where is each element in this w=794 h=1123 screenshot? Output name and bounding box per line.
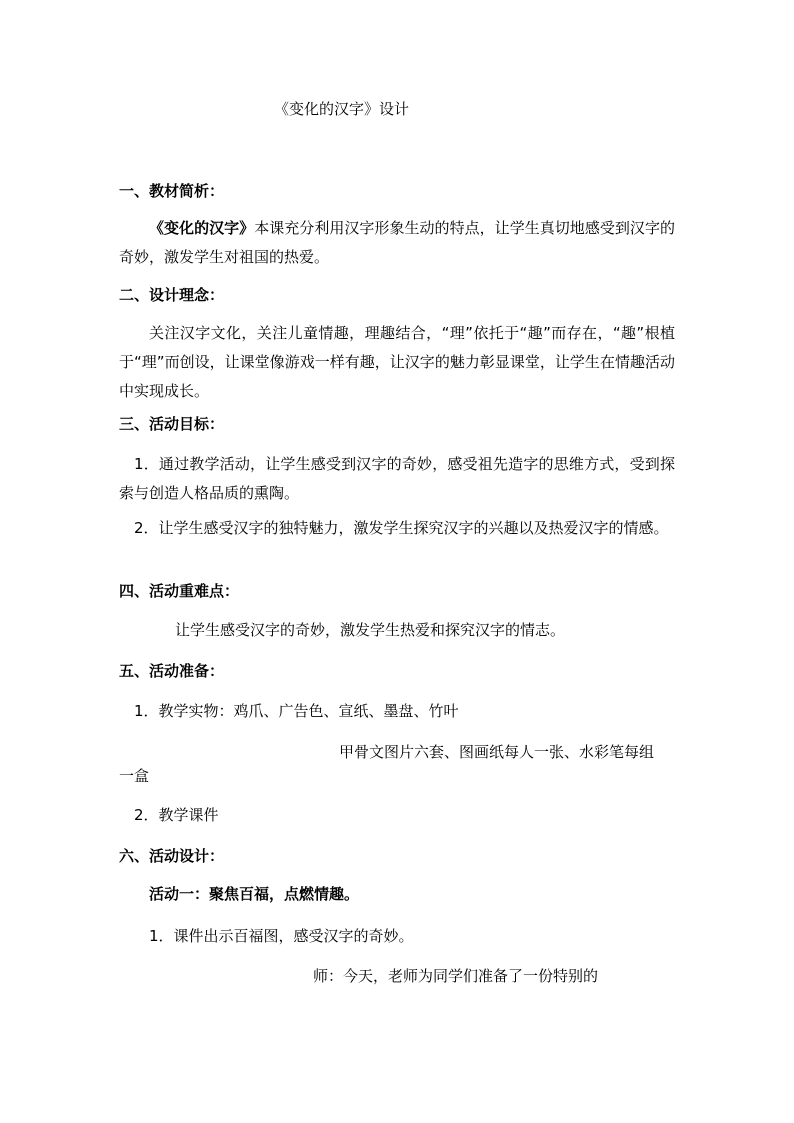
section-heading-1: 一、教材简析： — [119, 182, 225, 200]
section-paragraph-2: 关注汉字文化，关注儿童情趣，理趣结合，“理”依托于“趣”而存在，“趣”根植于“理”而创设，让课堂像游戏一样有趣，让汉字的魅力彰显课堂，让学生在情趣活动中实现成长。 — [119, 324, 675, 400]
preparation-item-2: 2．教学课件 — [134, 806, 219, 824]
preparation-item-1-continuation: 甲骨文图片六套、图画纸每人一张、水彩笔每组 — [339, 743, 655, 761]
paragraph-text: 本课充分利用汉字形象生动的特点，让学生真切地感受到汉字的奇妙，激发学生对祖国的热爱。 — [119, 219, 675, 266]
section-paragraph-1 — [119, 214, 675, 272]
key-points-text: 让学生感受汉字的奇妙，激发学生热爱和探究汉字的情志。 — [175, 621, 566, 639]
page-title: 《变化的汉字》设计 — [274, 100, 410, 118]
section-heading-6: 六、活动设计： — [119, 847, 225, 865]
section-heading-5: 五、活动准备： — [119, 662, 225, 680]
objective-item-1: 1．通过教学活动，让学生感受到汉字的奇妙，感受祖先造字的思维方式，受到探索与创造人格品质的熏陶。 — [119, 455, 675, 502]
paragraph-lead-title: 《变化的汉字》 — [149, 219, 255, 237]
activity-1-title: 活动一：聚焦百福，点燃情趣。 — [149, 885, 360, 903]
activity-1-step-1: 1．课件出示百福图，感受汉字的奇妙。 — [149, 927, 414, 945]
section-heading-3: 三、活动目标： — [119, 415, 225, 433]
section-heading-2: 二、设计理念： — [119, 286, 225, 304]
preparation-item-1-tail: 一盒 — [119, 767, 150, 785]
teacher-line: 师：今天，老师为同学们准备了一份特别的 — [313, 967, 599, 985]
objective-item-2: 2．让学生感受汉字的独特魅力，激发学生探究汉字的兴趣以及热爱汉字的情感。 — [134, 519, 669, 537]
section-heading-4: 四、活动重难点： — [119, 582, 240, 600]
preparation-item-1: 1．教学实物：鸡爪、广告色、宣纸、墨盘、竹叶 — [134, 702, 459, 720]
